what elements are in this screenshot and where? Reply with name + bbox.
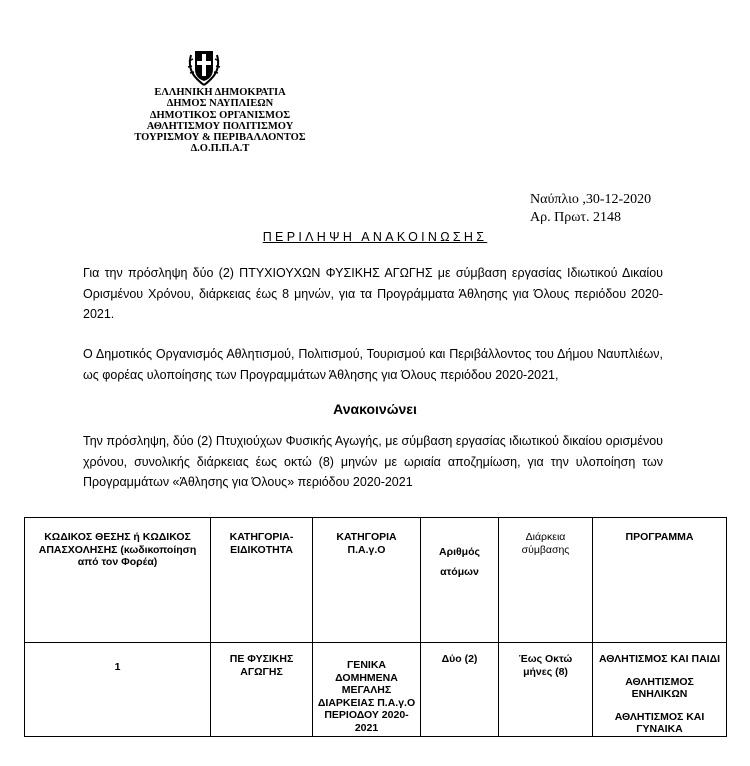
date-block xyxy=(530,191,651,227)
issuer-line: ΤΟΥΡΙΣΜΟΥ & ΠΕΡΙΒΑΛΛΟΝΤΟΣ xyxy=(134,132,306,144)
issuer-block xyxy=(120,87,320,155)
intro-paragraph: Για την πρόσληψη δύο (2) ΠΤΥΧΙΟΥΧΩΝ ΦΥΣΙΚΗΣ ΑΓΩΓΗΣ με σύμβαση εργασίας Ιδιωτικού Δικαίου Ορισμένου Χρόνου, διάρκειας έως 8 μηνών, για τα Προγράμματα Άθλησης για Όλους περιόδου 2020-2021. xyxy=(83,266,663,321)
program-item: ΑΘΛΗΤΙΣΜΟΣ ΚΑΙ ΓΥΝΑΙΚΑ xyxy=(614,710,705,735)
table-row xyxy=(25,643,727,737)
protocol-number: Αρ. Πρωτ. 2148 xyxy=(530,210,622,225)
header-duration: Διάρκεια σύμβασης xyxy=(499,518,593,643)
issuer-line: ΔΗΜΟΣ ΝΑΥΠΛΙΕΩΝ xyxy=(166,98,274,110)
program-item: ΑΘΛΗΤΙΣΜΟΣ ΚΑΙ ΠΑΙΔΙ xyxy=(598,653,721,665)
header-program: ΠΡΟΓΡΑΜΜΑ xyxy=(593,518,727,643)
coat-of-arms-icon xyxy=(183,47,225,87)
announcement-paragraph: Την πρόσληψη, δύο (2) Πτυχιούχων Φυσικής Αγωγής, με σύμβαση εργασίας ιδιωτικού δικαίου ορισμένου χρόνου, συνολικής διάρκειας έως οκτώ (8) μηνών με ωριαία αποζημίωση, για την υλοποίηση των Προγραμμάτων «Άθλησης για Όλους» περιόδου 2020-2021 xyxy=(83,434,663,489)
cell-duration: Έως Οκτώ μήνες (8) xyxy=(499,643,593,737)
header-code: ΚΩΔΙΚΟΣ ΘΕΣΗΣ ή ΚΩΔΙΚΟΣ ΑΠΑΣΧΟΛΗΣΗΣ (κωδικοποίηση από τον Φορέα) xyxy=(25,518,211,643)
table-header-row xyxy=(25,518,727,643)
issuer-line: ΕΛΛΗΝΙΚΗ ΔΗΜΟΚΡΑΤΙΑ xyxy=(154,87,286,98)
issuer-line: ΔΗΜΟΤΙΚΟΣ ΟΡΓΑΝΙΣΜΟΣ xyxy=(149,109,291,121)
cell-count: Δύο (2) xyxy=(421,643,499,737)
positions-table xyxy=(24,517,727,737)
program-item: ΑΘΛΗΤΙΣΜΟΣ ΕΝΗΛΙΚΩΝ xyxy=(625,675,694,700)
cell-code: 1 xyxy=(25,643,211,737)
header-payo: ΚΑΤΗΓΟΡΙΑ Π.Α.γ.Ο xyxy=(313,518,421,643)
issuer-line: Δ.Ο.Π.Π.Α.Τ xyxy=(190,143,250,155)
issuer-line: ΑΘΛΗΤΙΣΜΟΥ ΠΟΛΙΤΙΣΜΟΥ xyxy=(146,120,294,132)
header-category: ΚΑΤΗΓΟΡΙΑ-ΕΙΔΙΚΟΤΗΤΑ xyxy=(211,518,313,643)
header-count: Αριθμός ατόμων xyxy=(421,518,499,643)
announce-heading: Ανακοινώνει xyxy=(333,401,417,417)
organization-paragraph: Ο Δημοτικός Οργανισμός Αθλητισμού, Πολιτισμού, Τουρισμού και Περιβάλλοντος του Δήμου Ναυπλιέων, ως φορέας υλοποίησης των Προγραμμάτων Άθλησης για Όλους περιόδου 2020-2021, xyxy=(83,347,663,382)
cell-payo: ΓΕΝΙΚΑ ΔΟΜΗΜΕΝΑ ΜΕΓΑΛΗΣ ΔΙΑΡΚΕΙΑΣ Π.Α.γ.Ο ΠΕΡΙΟΔΟΥ 2020-2021 xyxy=(313,643,421,737)
document-date: Ναύπλιο ,30-12-2020 xyxy=(530,192,652,207)
cell-programs xyxy=(593,643,727,737)
document-title: ΠΕΡΙΛΗΨΗ ΑΝΑΚΟΙΝΩΣΗΣ xyxy=(262,230,488,244)
cell-category: ΠΕ ΦΥΣΙΚΗΣ ΑΓΩΓΗΣ xyxy=(211,643,313,737)
